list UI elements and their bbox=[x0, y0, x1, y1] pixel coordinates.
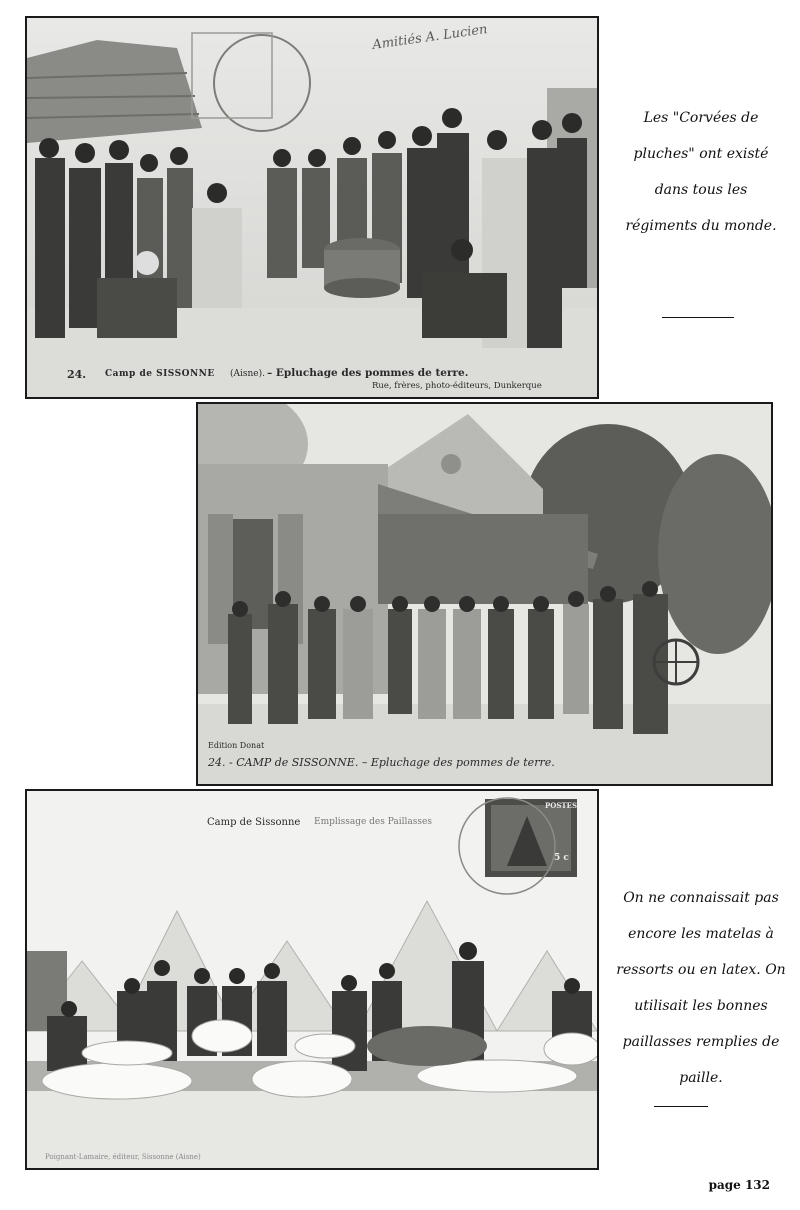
postcard-3-header-left: Camp de Sissonne bbox=[207, 817, 301, 828]
postcard-2-publisher: Edition Donat bbox=[208, 741, 265, 750]
side-note-corvees bbox=[606, 100, 796, 244]
postcard-1-caption-number: 24. bbox=[67, 368, 87, 381]
side-note-1-rule bbox=[662, 317, 734, 318]
side-note-mattresses bbox=[604, 880, 798, 1096]
postcard-1-photo bbox=[27, 18, 597, 397]
side-note-2-line: paillasses remplies de bbox=[622, 1034, 780, 1050]
postcard-1-publisher: Rue, frères, photo-éditeurs, Dunkerque bbox=[372, 381, 542, 391]
postcard-3-stamp-value: 5 c bbox=[554, 853, 569, 863]
side-note-2-line: encore les matelas à bbox=[628, 926, 774, 942]
postcard-3-stamp-text: POSTES bbox=[545, 801, 578, 810]
page-number: page 132 bbox=[708, 1178, 770, 1192]
postcard-potato-peeling-2 bbox=[196, 402, 773, 786]
side-note-1-line: dans tous les bbox=[654, 182, 748, 198]
postcard-3-publisher: Poignant-Lamaire, éditeur, Sissonne (Aisne) bbox=[45, 1153, 201, 1161]
postcard-1-handwriting: Amitiés A. Lucien bbox=[371, 22, 489, 53]
side-note-2-line: ressorts ou en latex. On bbox=[616, 962, 786, 978]
postcard-potato-peeling-1 bbox=[25, 16, 599, 399]
side-note-2-line: On ne connaissait pas bbox=[623, 890, 779, 906]
side-note-1-line: pluches" ont existé bbox=[633, 146, 769, 162]
side-note-2-line: utilisait les bonnes bbox=[634, 998, 768, 1014]
postcard-3-photo bbox=[27, 791, 597, 1168]
side-note-1-line: régiments du monde. bbox=[625, 218, 777, 234]
side-note-2-rule bbox=[654, 1106, 708, 1107]
postcard-3-header-right: Emplissage des Paillasses bbox=[314, 817, 432, 827]
postcard-filling-mattresses bbox=[25, 789, 599, 1170]
postcard-2-caption: 24. - CAMP de SISSONNE. – Epluchage des pommes de terre. bbox=[208, 756, 555, 769]
postcard-1-caption-camp: Camp de SISSONNE bbox=[105, 369, 215, 379]
postcard-1-caption-region: (Aisne). bbox=[230, 369, 266, 379]
side-note-1-line: Les "Corvées de bbox=[643, 110, 759, 126]
postcard-2-photo bbox=[198, 404, 771, 784]
side-note-2-line: paille. bbox=[679, 1070, 723, 1086]
postage-stamp bbox=[485, 799, 577, 877]
postcard-1-caption-title: – Epluchage des pommes de terre. bbox=[267, 367, 469, 379]
